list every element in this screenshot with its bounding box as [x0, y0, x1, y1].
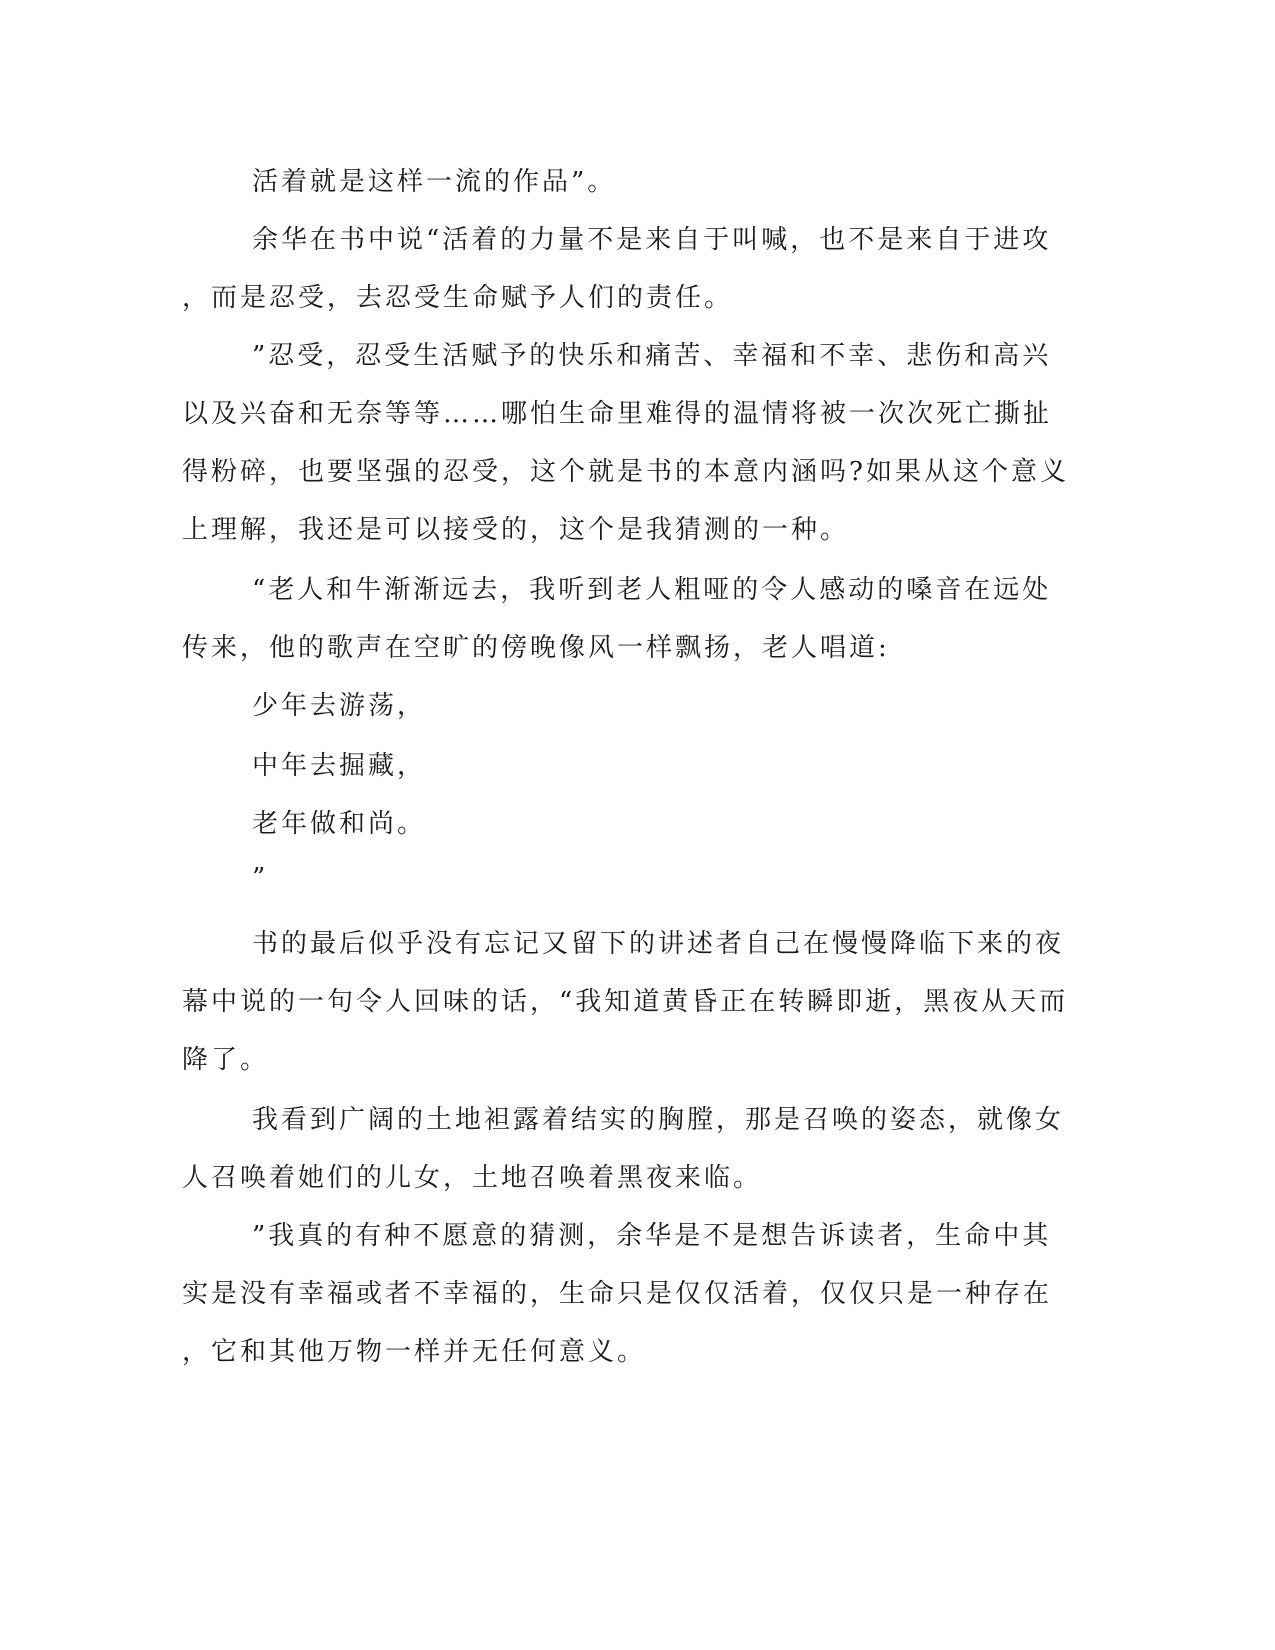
text-line: ，而是忍受，去忍受生命赋予人们的责任。	[182, 283, 734, 313]
text-line: 以及兴奋和无奈等等……哪怕生命里难得的温情将被一次次死亡撕扯	[182, 399, 1053, 429]
text-line: 少年去游荡，	[252, 691, 427, 721]
text-line: 书的最后似乎没有忘记又留下的讲述者自己在慢慢降临下来的夜	[252, 929, 1065, 959]
text-line: 上理解，我还是可以接受的，这个是我猜测的一种。	[182, 515, 850, 545]
text-line: 传来，他的歌声在空旷的傍晚像风一样飘扬，老人唱道:	[182, 633, 890, 663]
text-line: ”我真的有种不愿意的猜测，余华是不是想告诉读者，生命中其	[252, 1221, 1052, 1251]
text-line: 幕中说的一句令人回味的话，“我知道黄昏正在转瞬即逝，黑夜从天而	[182, 987, 1069, 1017]
text-line: ，它和其他万物一样并无任何意义。	[182, 1337, 647, 1367]
text-line: 中年去掘藏，	[252, 751, 427, 781]
text-line: 活着就是这样一流的作品”。	[252, 167, 617, 197]
text-line: 我看到广阔的土地袒露着结实的胸膛，那是召唤的姿态，就像女	[252, 1105, 1065, 1135]
text-line: 人召唤着她们的儿女，土地召唤着黑夜来临。	[182, 1163, 763, 1193]
text-line: ”忍受，忍受生活赋予的快乐和痛苦、幸福和不幸、悲伤和高兴	[252, 341, 1052, 371]
text-line: 老年做和尚。	[252, 809, 427, 839]
text-line: 余华在书中说“活着的力量不是来自于叫喊，也不是来自于进攻	[252, 225, 1052, 255]
text-line: ”	[252, 863, 269, 893]
text-line: 实是没有幸福或者不幸福的，生命只是仅仅活着，仅仅只是一种存在	[182, 1279, 1053, 1309]
text-line: “老人和牛渐渐远去，我听到老人粗哑的令人感动的嗓音在远处	[252, 575, 1052, 605]
text-line: 降了。	[182, 1045, 270, 1075]
text-line: 得粉碎，也要坚强的忍受，这个就是书的本意内涵吗?如果从这个意义	[182, 457, 1069, 487]
